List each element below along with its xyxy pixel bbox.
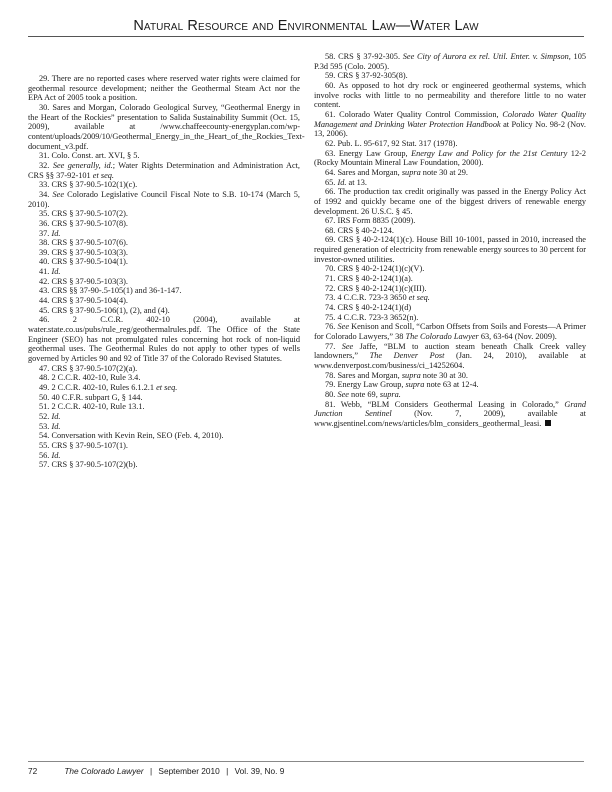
footnote-text: 50. 40 C.F.R. subpart G, § 144. bbox=[39, 392, 143, 402]
footnote-text: 80. bbox=[325, 389, 338, 399]
italic-text: et seq. bbox=[92, 170, 114, 180]
publication-name: The Colorado Lawyer bbox=[64, 766, 144, 776]
italic-text: The Denver Post bbox=[369, 351, 445, 361]
footnote-text: 46. 2 C.C.R. 402-10 (2004), available at water.state.co.us/pubs/rule_reg/geothermalrules.pdf. The Office of the State Engineer (SEO) has not promulgated rules concerning hot rock of non-liquid geothermal uses. The Geothermal Rules do not apply to other types of wells governed by Articles 90 and 92 of Title 37 of the Colorado Revised Statutes. bbox=[28, 315, 300, 364]
footnote bbox=[314, 342, 586, 371]
footnote-text: 35. CRS § 37-90.5-107(2). bbox=[39, 209, 128, 219]
italic-text: supra bbox=[401, 370, 421, 380]
footnote bbox=[28, 412, 300, 422]
footnote bbox=[314, 187, 586, 216]
footnote-text: 57. CRS § 37-90.5-107(2)(b). bbox=[39, 460, 138, 470]
footnote-text: Colorado Legislative Council Fiscal Note to S.B. 10-174 (March 5, 2010). bbox=[28, 189, 300, 209]
italic-text: Id. bbox=[337, 177, 347, 187]
footnote-text: Jaffe, “BLM to auction steam beneath Chalk Creek valley landowners,” bbox=[314, 341, 586, 361]
separator: | bbox=[149, 766, 153, 776]
footnote-text: 37. bbox=[39, 228, 52, 238]
footnote bbox=[314, 52, 586, 71]
footnote-text: at Policy No. 98-2 (Nov. 13, 2006). bbox=[314, 119, 586, 139]
footnote-text: note 63 at 12-4. bbox=[424, 380, 479, 390]
footnote-text: 68. CRS § 40-2-124. bbox=[325, 225, 394, 235]
italic-text: Id. bbox=[51, 450, 61, 460]
footnote-text: 56. bbox=[39, 450, 52, 460]
footnote bbox=[28, 296, 300, 306]
italic-text: et seq. bbox=[156, 383, 178, 392]
footnote bbox=[28, 393, 300, 403]
footnote bbox=[28, 306, 300, 316]
footnote bbox=[314, 293, 586, 303]
footnote bbox=[28, 209, 300, 219]
italic-text: Id. bbox=[51, 411, 61, 421]
footnote bbox=[28, 402, 300, 412]
footnote bbox=[314, 149, 586, 168]
footnote bbox=[314, 178, 586, 188]
footnote-text: 33. CRS § 37-90.5-102(1)(c). bbox=[39, 180, 138, 190]
footnote bbox=[28, 219, 300, 229]
footnote-text: 49. 2 C.C.R. 402-10, Rules 6.1.2.1 bbox=[39, 383, 157, 392]
footnote-text: ; Water Rights Determination and Administration Act, CRS §§ 37-92-101 bbox=[28, 160, 301, 180]
footnote-text: 81. Webb, “BLM Considers Geothermal Leasing in Colorado,” bbox=[325, 399, 565, 409]
footnote-text: 41. bbox=[39, 267, 52, 277]
footnote-text: 73. 4 C.C.R. 723-3 3650 bbox=[325, 293, 409, 303]
footnote bbox=[28, 229, 300, 239]
footnote-text: 39. CRS § 37-90.5-103(3). bbox=[39, 247, 128, 257]
footnote bbox=[28, 180, 300, 190]
separator: | bbox=[226, 766, 229, 776]
footnote bbox=[28, 373, 300, 383]
footnote-text: 44. CRS § 37-90.5-104(4). bbox=[39, 296, 128, 306]
footnote bbox=[314, 390, 586, 400]
italic-text: Grand Junction Sentinel bbox=[314, 399, 586, 419]
footnote-text: 31. Colo. Const. art. XVI, § 5. bbox=[39, 151, 140, 161]
footnote-text: 66. The production tax credit originally was passed in the Energy Policy Act of 1992 and quickly became one of the biggest drivers of renewable energy development. 26 U.S.C. § 45. bbox=[314, 187, 586, 216]
footnote-text: 72. CRS § 40-2-124(1)(c)(III). bbox=[325, 283, 427, 293]
footnote bbox=[314, 322, 586, 341]
footnote-text: 47. CRS § 37-90.5-107(2)(a). bbox=[39, 363, 138, 373]
footnote-text: 71. CRS § 40-2-124(1)(a). bbox=[325, 274, 413, 284]
footnote-text: 53. bbox=[39, 421, 52, 431]
footnote-text: 32. bbox=[39, 160, 53, 170]
end-mark-icon bbox=[545, 420, 551, 426]
footnote bbox=[28, 161, 300, 180]
footnote bbox=[28, 102, 305, 151]
page-number: 72 bbox=[28, 766, 38, 776]
footnote bbox=[28, 315, 300, 363]
footnote bbox=[28, 74, 300, 103]
footnote-text: note 69, bbox=[348, 389, 380, 399]
footnote bbox=[28, 451, 300, 461]
footnote-text: 36. CRS § 37-90.5-107(8). bbox=[39, 218, 128, 228]
footnote-text: 77. bbox=[325, 341, 342, 351]
italic-text: supra bbox=[405, 380, 425, 390]
footnote-text: 40. CRS § 37-90.5-104(1). bbox=[39, 257, 128, 267]
footnotes-right-column bbox=[314, 52, 586, 429]
italic-text: The Colorado Lawyer bbox=[405, 332, 479, 342]
footnote bbox=[28, 267, 300, 277]
italic-text: Energy Law and Policy for the 21st Century bbox=[411, 148, 568, 158]
footnote-text: 34. bbox=[39, 189, 53, 199]
footnote bbox=[28, 190, 300, 209]
italic-text: See generally, id. bbox=[52, 160, 113, 170]
footnote bbox=[314, 71, 586, 81]
footnote-text: (Jan. 24, 2010), available at www.denverpost.com/business/ci_14252604. bbox=[314, 351, 586, 370]
italic-text: See bbox=[337, 389, 349, 399]
footnote bbox=[314, 226, 586, 236]
footnote-text: 12-2 (Rocky Mountain Mineral Law Foundation, 2000). bbox=[314, 148, 587, 168]
italic-text: See City of Aurora ex rel. Util. Enter. v. Simpson, bbox=[402, 52, 571, 61]
footnote-text: 76. bbox=[325, 322, 338, 332]
footnote-text: 75. 4 C.C.R. 723-3 3652(n). bbox=[325, 312, 419, 322]
issue-date: September 2010 bbox=[158, 766, 220, 776]
footnote bbox=[28, 364, 300, 374]
footnote-text: 29. There are no reported cases where reserved water rights were claimed for geothermal resource development; neither the Geothermal Steam Act nor the EPA Act of 2005 took a position. bbox=[28, 74, 300, 103]
italic-text: Colorado Water Quality Management and Drinking Water Protection Handbook bbox=[314, 109, 586, 129]
footnote-text: 54. Conversation with Kevin Rein, SEO (Feb. 4, 2010). bbox=[39, 431, 224, 441]
footnote bbox=[28, 422, 300, 432]
italic-text: et seq. bbox=[408, 293, 430, 303]
italic-text: supra. bbox=[379, 389, 401, 399]
footnote-text: note 30 at 30. bbox=[420, 370, 468, 380]
footnote-text: 65. bbox=[325, 177, 338, 187]
footnote-text: 55. CRS § 37-90.5-107(1). bbox=[39, 440, 128, 450]
footnote-text: 61. Colorado Water Quality Control Commission, bbox=[325, 109, 503, 119]
footnote-text: 105 P.3d 595 (Colo. 2005). bbox=[314, 52, 586, 71]
volume-info: Vol. 39, No. 9 bbox=[234, 766, 285, 776]
footnote-text: Kenison and Scoll, “Carbon Offsets from Soils and Forests—A Primer for Colorado Lawyers,” 38 bbox=[314, 322, 586, 342]
footnotes-left-column bbox=[28, 74, 305, 470]
footnote bbox=[28, 441, 300, 451]
footnote-text: 60. As opposed to hot dry rock or engineered geothermal systems, which involve rocks with little to no permeability and therefore little to no water content. bbox=[314, 80, 586, 110]
footnote-text: 58. CRS § 37-92-305. bbox=[325, 52, 403, 61]
footnote-text: 63. Energy Law Group, bbox=[325, 148, 412, 158]
italic-text: See bbox=[52, 189, 64, 199]
italic-text: See bbox=[337, 322, 350, 332]
footnote bbox=[314, 380, 586, 390]
italic-text: Id. bbox=[51, 267, 61, 277]
footnote-text: 48. 2 C.C.R. 402-10, Rule 3.4. bbox=[39, 373, 141, 383]
footnote-text: 79. Energy Law Group, bbox=[325, 380, 406, 390]
footnote-text: 45. CRS § 37-90.5-106(1), (2), and (4). bbox=[39, 305, 170, 315]
footnote bbox=[314, 81, 586, 110]
footnote-text: 63, 63-64 (Nov. 2009). bbox=[478, 332, 557, 342]
footnote-text: 59. CRS § 37-92-305(8). bbox=[325, 71, 408, 81]
footnote-text: 43. CRS §§ 37-90-.5-105(1) and 36-1-147. bbox=[39, 286, 182, 296]
footnote bbox=[314, 313, 586, 323]
footnote bbox=[314, 400, 586, 429]
footnote-text: 42. CRS § 37-90.5-103(3). bbox=[39, 276, 128, 286]
footnote bbox=[314, 139, 586, 149]
footnote bbox=[28, 151, 300, 161]
footnote-text: (Nov. 7, 2009), available at www.gjsentinel.com/news/articles/blm_considers_geothermal_leasi. bbox=[314, 409, 586, 428]
footnote bbox=[314, 284, 586, 294]
footnote-text: 74. CRS § 40-2-124(1)(d) bbox=[325, 303, 412, 313]
footnote-text: 30. Sares and Morgan, Colorado Geological Survey, “Geothermal Energy in the Heart of the Rockies” presentation to Salida Sustainability Summit (Oct. 15, 2009), available at /www.chaffeecounty-energyplan.com/wp-content/uploads/2009/10/Geothermal_Energy_in_the_Heart_of_the_Rockies_Text-document_v3.pdf. bbox=[28, 102, 305, 151]
footnote bbox=[314, 303, 586, 313]
footnote-text: 38. CRS § 37-90.5-107(6). bbox=[39, 238, 128, 248]
footnote-text: 67. IRS Form 8835 (2009). bbox=[325, 216, 416, 226]
footnote bbox=[28, 431, 300, 441]
italic-text: supra bbox=[401, 167, 421, 177]
footnote-text: 51. 2 C.C.R. 402-10, Rule 13.1. bbox=[39, 402, 145, 412]
footnote-text: note 30 at 29. bbox=[420, 167, 468, 177]
footnote bbox=[28, 257, 300, 267]
footnote-text: 69. CRS § 40-2-124(1)(c). House Bill 10-1001, passed in 2010, increased the required generation of electricity from renewable energy sources to 30 percent for investor-owned utilities. bbox=[314, 235, 586, 264]
footnote bbox=[28, 238, 300, 248]
italic-text: Id. bbox=[51, 421, 61, 431]
footnote bbox=[314, 110, 586, 139]
italic-text: See bbox=[341, 341, 354, 351]
footnote bbox=[28, 248, 300, 258]
footnote bbox=[28, 277, 300, 287]
running-header: Natural Resource and Environmental Law—Water Law bbox=[28, 18, 584, 37]
footnote-text: 64. Sares and Morgan, bbox=[325, 167, 402, 177]
footnote bbox=[28, 286, 300, 296]
footnote bbox=[314, 168, 586, 178]
footnote bbox=[28, 460, 300, 470]
footnote bbox=[314, 264, 586, 274]
italic-text: Id. bbox=[51, 228, 61, 238]
footnote-text: at 13. bbox=[346, 177, 367, 187]
footnote bbox=[314, 371, 586, 381]
footnote bbox=[314, 235, 586, 264]
footnote bbox=[28, 383, 300, 393]
footnote bbox=[314, 216, 586, 226]
footnote-text: 78. Sares and Morgan, bbox=[325, 370, 402, 380]
footnote-text: 52. bbox=[39, 411, 52, 421]
footnote-text: 70. CRS § 40-2-124(1)(c)(V). bbox=[325, 264, 425, 274]
footnote-text: 62. Pub. L. 95-617, 92 Stat. 317 (1978). bbox=[325, 138, 458, 148]
page-footer bbox=[28, 761, 584, 776]
footnote bbox=[314, 274, 586, 284]
